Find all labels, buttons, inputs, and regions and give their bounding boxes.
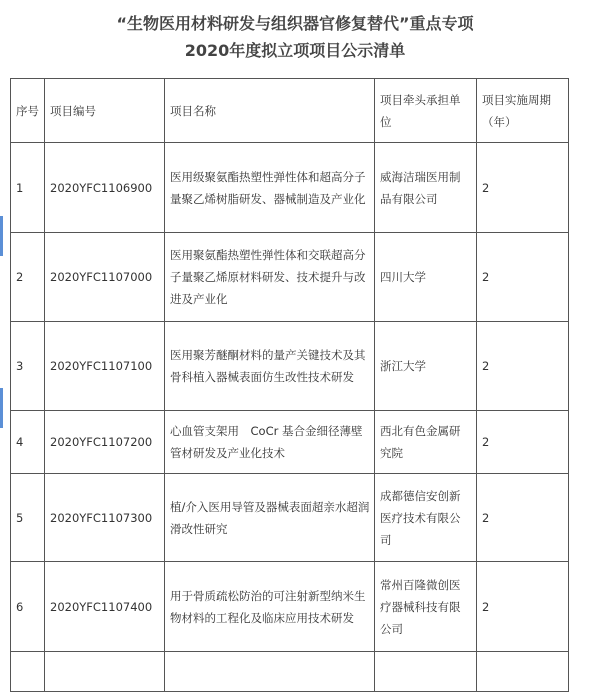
cell-no: 2 [11, 233, 45, 322]
cell-code: 2020YFC1107000 [45, 233, 165, 322]
table-header-row [11, 79, 569, 143]
cell-code: 2020YFC1107100 [45, 322, 165, 411]
table-row [11, 411, 569, 474]
cell-name: 植/介入医用导管及器械表面超亲水超润滑改性研究 [165, 474, 375, 562]
table-row [11, 474, 569, 562]
cell-period: 2 [477, 322, 569, 411]
cell-name: 心血管支架用 CoCr 基合金细径薄壁管材研发及产业化技术 [165, 411, 375, 474]
header-code: 项目编号 [45, 79, 165, 143]
cell-unit: 成都德信安创新医疗技术有限公司 [375, 474, 477, 562]
table-row [11, 233, 569, 322]
header-period: 项目实施周期（年） [477, 79, 569, 143]
cell-empty [11, 652, 45, 692]
cell-empty [45, 652, 165, 692]
cell-no: 5 [11, 474, 45, 562]
cell-unit: 威海洁瑞医用制品有限公司 [375, 143, 477, 233]
cell-unit: 常州百隆微创医疗器械科技有限公司 [375, 562, 477, 652]
cell-code: 2020YFC1107200 [45, 411, 165, 474]
cell-code: 2020YFC1107400 [45, 562, 165, 652]
cell-empty [165, 652, 375, 692]
cell-no: 4 [11, 411, 45, 474]
cell-unit: 四川大学 [375, 233, 477, 322]
cell-period: 2 [477, 562, 569, 652]
cell-period: 2 [477, 411, 569, 474]
cell-name: 医用级聚氨酯热塑性弹性体和超高分子量聚乙烯树脂研发、器械制造及产业化 [165, 143, 375, 233]
cell-empty [375, 652, 477, 692]
table-row-cut-off [11, 652, 569, 692]
cell-period: 2 [477, 233, 569, 322]
cell-period: 2 [477, 474, 569, 562]
cell-no: 6 [11, 562, 45, 652]
left-edge-marker [0, 388, 3, 428]
cell-unit: 西北有色金属研究院 [375, 411, 477, 474]
project-list-table [10, 78, 569, 692]
table-row [11, 322, 569, 411]
cell-name: 用于骨质疏松防治的可注射新型纳米生物材料的工程化及临床应用技术研发 [165, 562, 375, 652]
cell-name: 医用聚氨酯热塑性弹性体和交联超高分子量聚乙烯原材料研发、技术提升与改进及产业化 [165, 233, 375, 322]
cell-code: 2020YFC1106900 [45, 143, 165, 233]
cell-unit: 浙江大学 [375, 322, 477, 411]
table-row [11, 143, 569, 233]
cell-no: 3 [11, 322, 45, 411]
cell-code: 2020YFC1107300 [45, 474, 165, 562]
header-name: 项目名称 [165, 79, 375, 143]
header-no: 序号 [11, 79, 45, 143]
cell-period: 2 [477, 143, 569, 233]
cell-no: 1 [11, 143, 45, 233]
cell-name: 医用聚芳醚酮材料的量产关键技术及其骨科植入器械表面仿生改性技术研发 [165, 322, 375, 411]
title-line-1: “生物医用材料研发与组织器官修复替代”重点专项 [116, 14, 474, 33]
left-edge-marker [0, 216, 3, 256]
title-line-2: 2020年度拟立项项目公示清单 [184, 41, 406, 60]
table-row [11, 562, 569, 652]
document-title [0, 10, 590, 64]
cell-empty [477, 652, 569, 692]
header-unit: 项目牵头承担单位 [375, 79, 477, 143]
